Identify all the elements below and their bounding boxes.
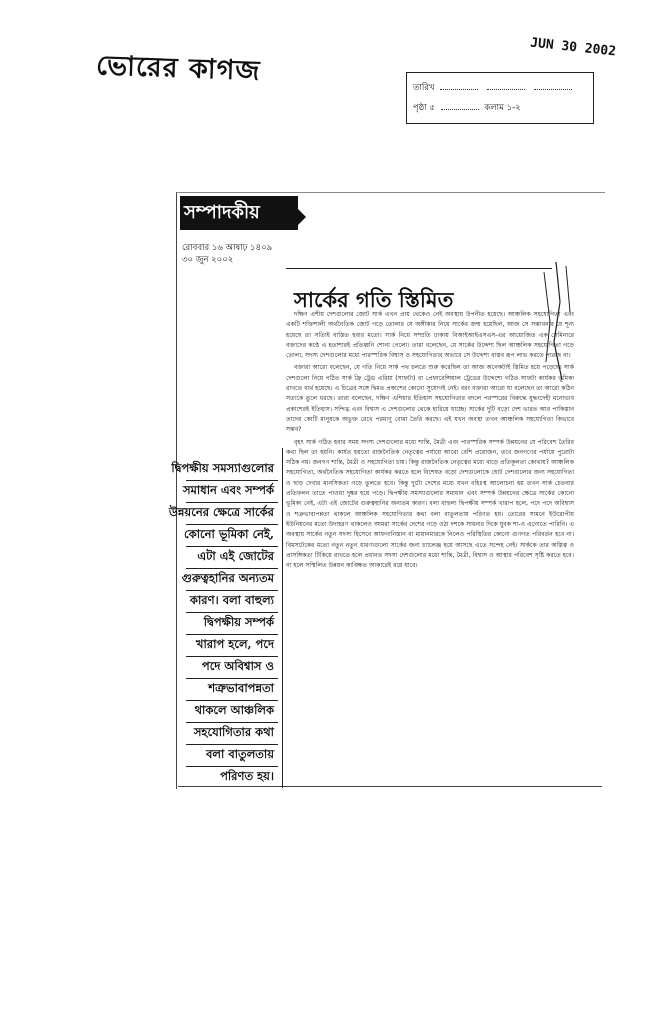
pull-quote-rule: [186, 744, 278, 745]
pull-quote-rule: [186, 766, 278, 767]
pull-quote-rule: [186, 480, 278, 481]
pull-quote: [168, 448, 283, 788]
pull-quote-line: সহযোগিতার কথা: [193, 725, 274, 739]
pull-quote-rule: [186, 590, 278, 591]
pull-quote-line: কারণ। বলা বাহুল্য: [189, 593, 274, 607]
pull-quote-line: উন্নয়নের ক্ষেত্রে সার্কের: [168, 505, 274, 519]
stamp-page-value: ৫: [429, 103, 435, 113]
publication-day: রোববার ১৬ আষাঢ় ১৪০৯: [182, 243, 273, 253]
pull-quote-rule: [186, 502, 278, 503]
pull-quote-rule: [186, 700, 278, 701]
pull-quote-line: থাকলে আঞ্চলিক: [194, 703, 274, 717]
article-paragraph: বৃহৎ সার্ক গঠিত হবার সময় সদস্য দেশগুলোর মধ্যে শান্তি, মৈত্রী এবং পারস্পরিক সম্পর্ক উন্নয়নের যে পরিবেশ তৈরির কথা ছিল তা হয়নি। কার্যত হয়তো রাজনৈতিক নেতৃত্বের পর্যায়ে আরো বেশি প্রয়োজন, তবে জনগণের পর্যায়ে পুরোটা সঠিক নয়। জনগণ শান্তি, মৈত্রী ও সহযোগিতা চায়। কিন্তু রাজনৈতিক নেতৃত্বের মধ্যে বাড়ে প্রতিকূলতা কোথায়? আঞ্চলিক সহযোগিতা, অর্থনৈতিক সহযোগিতা কার্যকর করতে হলে বিশেষত বড়ো দেশগুলোকে ছোট দেশগুলোর জন্য সহযোগিতা ও ছাড় দেবার মানসিকতা গড়ে তুলতে হবে। কিন্তু দুটো দেশের মধ্যে যখন বহিঃস্থ আলোচনা হয় তখন সার্ক চেতনার প্রতিফলন তাতে পাওয়া দুষ্কর হয়ে পড়ে। দ্বিপক্ষীয় সমস্যাগুলোর সমাধান এবং সম্পর্ক উন্নয়নের ক্ষেত্রে সার্কের কোনো ভূমিকা নেই, এটা এই জোটের গুরুত্বহানির অন্যতম কারণ। বলা বাহুল্য দ্বিপক্ষীয় সম্পর্ক খারাপ হলে, পদে পদে অবিশ্বাস ও শত্রুভাবাপন্নতা থাকলে আঞ্চলিক সহযোগিতার কথা বলা বাতুলতায় পরিণত হয়। তোরের সামনে ইউরোপীয় ইউনিয়নের মতো উদাহরণ থাকলেও আমরা সার্কের দেশের গড়ে ওঠা দশকে সাধনার দিকে যুবক শা-ও এগোতে পারিনি। এ অবস্থায় সার্কের নতুন সদস্য হিসেবে আফগানিস্তান বা মায়ানমারকে নিলেও পরিস্থিতির কোনো গুণগত পরিবর্তন হবে না। বিমসটেকের মতো নতুন নতুন ধারণাগুলো সার্কের জন্য চ্যালেঞ্জ হয়ে আসছে এতে সন্দেহ নেই। সার্ককে তার অস্তিত্ব ও প্রাসঙ্গিকতা টিকিয়ে রাখতে হলে প্রধানত সদস্য দেশগুলোর মধ্যে শান্তি, মৈত্রী, বিশ্বাস ও আস্থার পরিবেশ সৃষ্টি করতে হবে। না হলে সম্মিলিত উন্নয়ন কাঙ্ক্ষিত আকারেই রয়ে যাবে।: [286, 438, 574, 570]
publication-info: [182, 242, 272, 266]
pull-quote-line: কোনো ভূমিকা নেই,: [183, 527, 274, 541]
pull-quote-rule: [186, 722, 278, 723]
stamp-date-blank-2: [487, 89, 525, 90]
article-headline: সার্কের গতি স্তিমিত: [294, 287, 454, 312]
pen-mark-icon: [536, 262, 576, 382]
pull-quote-line: দ্বিপক্ষীয় সম্পর্ক: [203, 615, 274, 629]
stamp-date-row: [413, 81, 575, 95]
newspaper-masthead: ভোরের কাগজ: [95, 50, 261, 87]
article-paragraph: বক্তারা আরো বলেছেন, যে গতি নিয়ে সার্ক পথ চলতে শুরু করেছিল তা আজ অনেকটাই স্তিমিত হয়ে পড়েছে। সার্ক দেশগুলো নিয়ে গঠিত সার্ক ফ্রি ট্রেড এরিয়া (সাফটা) বা প্রেফারেন্সিয়াল ট্রেডের উদ্দেশ্যে গঠিত সাফটা কার্যকর ভূমিকা রাখতে ব্যর্থ হয়েছে। এ চিত্রের সঙ্গে দ্বিমত প্রকাশের কোনো সুযোগই নেই। বরং বক্তারা আরো যা বলেছেন তা আরো কঠিন সত্যকে তুলে ধরছে। তারা বলেছেন, দক্ষিণ এশিয়ার ইতিহাস সহযোগিতার বদলে পরস্পরের বিরুদ্ধে যুদ্ধংদেহী মনোভাব প্রকাশেরই ইতিহাস। সন্দিগ্ধ এবং বিশ্বাস এ দেশগুলোর থেকে হারিয়ে যাচ্ছে। সার্কের দুটি বড়ো দেশ ভারত আর পাকিস্তান তাদের কোটি মানুষকে অভুক্ত রেখে পরমাণু বোমা তৈরি করছে। এই যখন অবস্থা তখন আঞ্চলিক সহযোগিতা কিভাবে সম্ভব?: [286, 364, 574, 434]
pull-quote-rule: [186, 524, 278, 525]
article-body: [286, 310, 574, 780]
pull-quote-line: পদে অবিশ্বাস ও: [201, 659, 274, 673]
stamp-column-label: কলাম: [484, 103, 504, 113]
section-label-arrow: [294, 205, 306, 229]
archive-stamp: [406, 72, 594, 124]
pull-quote-line: গুরুত্বহানির অন্যতম: [181, 571, 274, 585]
section-label: সম্পাদকীয়: [180, 196, 298, 230]
pull-quote-line: বলা বাতুলতায়: [206, 747, 274, 761]
stamp-date-blank-3: [534, 89, 572, 90]
stamp-column-value: ১-২: [506, 103, 521, 113]
article-paragraph: দক্ষিণ এশীয় দেশগুলোর জোট সার্ক এখন প্রায় থেকেও নেই অবস্থায় উপনীত হয়েছে। আঞ্চলিক সহযোগিতা এবং একটি শক্তিশালী অর্থনৈতিক জোট গড়ে তোলার যে অঙ্গীকার নিয়ে সার্কের জন্ম হয়েছিল, আজ সে সম্ভাবনার যে শূন্য হয়েছে তা সত্যিই বাস্তিত হবার মতো। সার্ক নিয়ে সম্প্রতি ঢাকায় বিআইআইএসএস-এর আয়োজিত এক সেমিনারে বক্তাদের কণ্ঠে এ হতাশারই প্রতিধ্বনি শোনা গেলো। তারা বলেছেন, যে সার্কের উদ্দেশ্য ছিল আঞ্চলিক সহযোগিতা গড়ে তোলা, সদস্য দেশগুলোর মধ্যে পারস্পরিক বিশ্বাস ও সহযোগিতার অভাবে সে উদ্দেশ্য বাস্তব রূপ লাভ করতে পারছে না।: [286, 311, 574, 360]
pull-quote-rule: [186, 656, 278, 657]
stamp-page-row: [413, 101, 521, 115]
publication-date: ৩০ জুন ২০০২: [182, 255, 234, 265]
pull-quote-line: দ্বিপক্ষীয় সমস্যাগুলোর: [171, 461, 274, 475]
pull-quote-line: পরিণত হয়।: [220, 769, 274, 783]
pull-quote-rule: [186, 612, 278, 613]
pull-quote-line: শত্রুভাবাপন্নতা: [208, 681, 274, 695]
pull-quote-line: সমাধান এবং সম্পর্ক: [182, 483, 274, 497]
stamp-date-label: তারিখ: [413, 83, 435, 93]
pull-quote-line: খারাপ হলে, পদে: [195, 637, 274, 651]
pull-quote-rule: [186, 678, 278, 679]
date-stamp: JUN 30 2002: [529, 35, 617, 60]
stamp-page-label: পৃষ্ঠা: [413, 103, 427, 113]
pull-quote-rule: [186, 568, 278, 569]
stamp-date-blank: [440, 89, 478, 90]
pull-quote-rule: [186, 546, 278, 547]
pull-quote-rule: [186, 634, 278, 635]
headline-rule: [286, 268, 552, 269]
stamp-page-blank: [441, 109, 479, 110]
pull-quote-line: এটা এই জোটের: [197, 549, 274, 563]
